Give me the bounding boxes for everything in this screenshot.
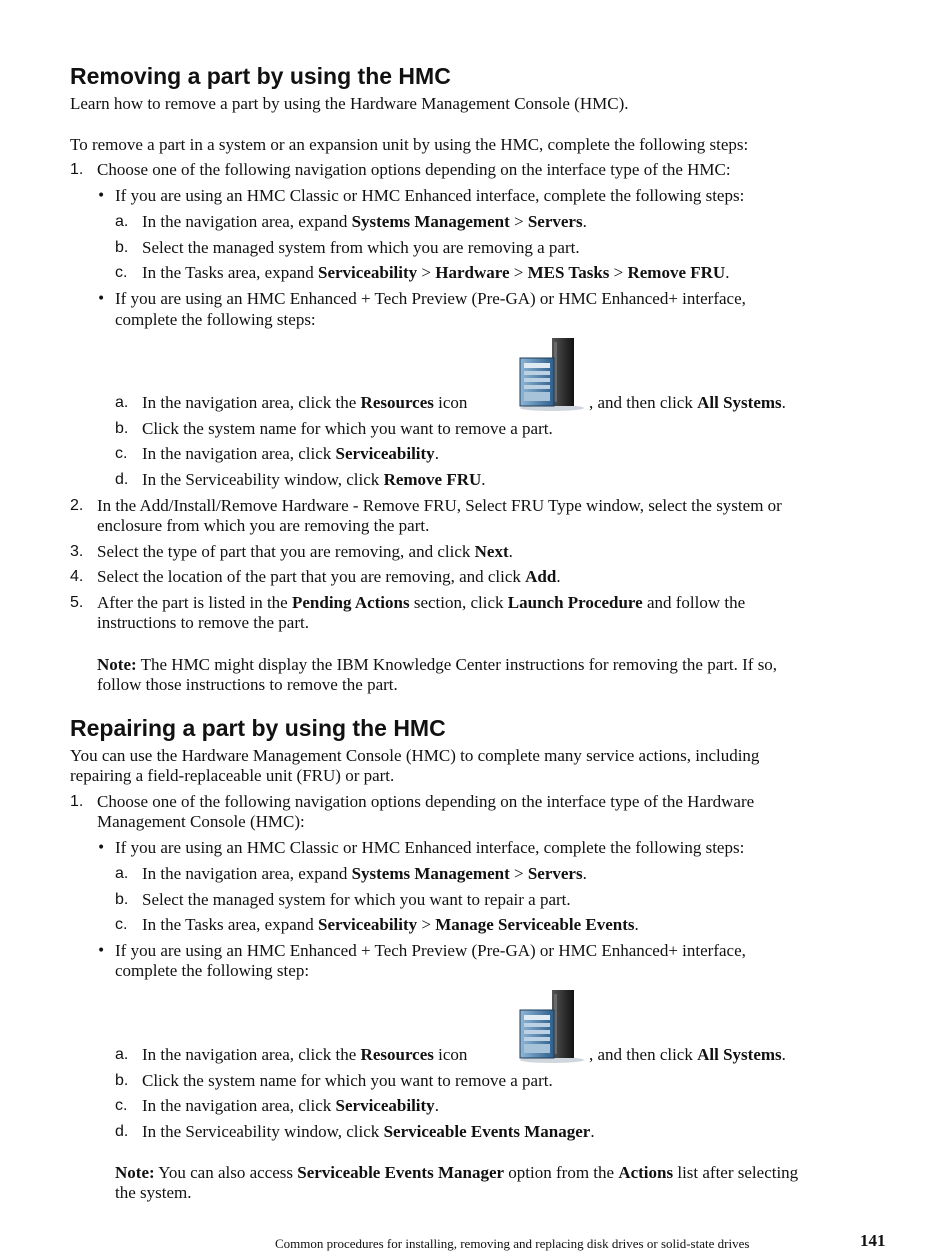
bullet-text: If you are using an HMC Enhanced + Tech Preview (Pre-GA) or HMC Enhanced+ interface, [115, 289, 746, 308]
step-number: 4. [70, 568, 84, 585]
substep-label: a. [115, 1046, 129, 1063]
step-text: Management Console (HMC): [97, 812, 305, 831]
section-lead: To remove a part in a system or an expansion unit by using the HMC, complete the following steps: [70, 135, 749, 154]
substep-text: In the navigation area, expand Systems Management > Servers. [142, 212, 587, 231]
note: Note: You can also access Serviceable Events Manager option from the Actions list after selecting [115, 1163, 799, 1182]
section-intro: repairing a field-replaceable unit (FRU) or part. [70, 766, 395, 785]
step-text: enclosure from which you are removing the part. [97, 516, 430, 535]
substep-text: Select the managed system for which you want to repair a part. [142, 890, 571, 909]
substep-text: Select the managed system from which you are removing a part. [142, 238, 580, 257]
substep-label: c. [115, 916, 128, 933]
substep-label: c. [115, 1097, 128, 1114]
step-text: Choose one of the following navigation options depending on the interface type of the Hardware [97, 792, 755, 811]
section-intro: Learn how to remove a part by using the Hardware Management Console (HMC). [70, 94, 629, 113]
substep-label: a. [115, 865, 129, 882]
step-text: Select the location of the part that you are removing, and click Add. [97, 567, 561, 586]
substep-label: c. [115, 445, 128, 462]
substep-text: Click the system name for which you want to remove a part. [142, 1071, 553, 1090]
step-text: instructions to remove the part. [97, 613, 309, 632]
section-title-repairing: Repairing a part by using the HMC [70, 715, 446, 741]
bullet-text: If you are using an HMC Classic or HMC Enhanced interface, complete the following steps: [115, 838, 745, 857]
substep-text: In the navigation area, expand Systems Management > Servers. [142, 864, 587, 883]
substep-text: Click the system name for which you want to remove a part. [142, 419, 553, 438]
substep-text: In the navigation area, click the Resources icon [142, 393, 468, 412]
substep-label: c. [115, 264, 128, 281]
note: Note: The HMC might display the IBM Knowledge Center instructions for removing the part. If so, [97, 655, 778, 674]
substep-label: d. [115, 471, 129, 488]
substep-text: In the navigation area, click Serviceability. [142, 1096, 439, 1115]
step-number: 3. [70, 543, 84, 560]
section-title-removing: Removing a part by using the HMC [70, 63, 451, 89]
substep-label: d. [115, 1123, 129, 1140]
substep-label: b. [115, 239, 129, 256]
bullet-text: If you are using an HMC Classic or HMC Enhanced interface, complete the following steps: [115, 186, 745, 205]
bullet: • [97, 840, 106, 856]
substep-text-continued: , and then click All Systems. [589, 393, 786, 412]
page-footer: Common procedures for installing, removing and replacing disk drives or solid-state drives [275, 1236, 750, 1251]
step-text: In the Add/Install/Remove Hardware - Remove FRU, Select FRU Type window, select the system or [97, 496, 782, 515]
step-number: 1. [70, 161, 84, 178]
bullet: • [97, 188, 106, 204]
substep-text-continued: , and then click All Systems. [589, 1045, 786, 1064]
bullet-text: complete the following step: [115, 961, 310, 980]
server-tower-icon [516, 988, 584, 1064]
step-number: 2. [70, 497, 84, 514]
step-text: Select the type of part that you are removing, and click Next. [97, 542, 513, 561]
note-text: follow those instructions to remove the part. [97, 675, 398, 694]
substep-label: b. [115, 891, 129, 908]
substep-text: In the Serviceability window, click Remove FRU. [142, 470, 486, 489]
note-text: the system. [115, 1183, 192, 1202]
step-number: 1. [70, 793, 84, 810]
page-number: 141 [860, 1231, 886, 1250]
substep-text: In the Serviceability window, click Serviceable Events Manager. [142, 1122, 595, 1141]
substep-text: In the navigation area, click Serviceability. [142, 444, 439, 463]
step-text: Choose one of the following navigation options depending on the interface type of the HMC: [97, 160, 731, 179]
bullet: • [97, 943, 106, 959]
substep-text: In the Tasks area, expand Serviceability > Hardware > MES Tasks > Remove FRU. [142, 263, 730, 282]
substep-text: In the Tasks area, expand Serviceability > Manage Serviceable Events. [142, 915, 639, 934]
bullet: • [97, 291, 106, 307]
substep-label: a. [115, 213, 129, 230]
bullet-text: If you are using an HMC Enhanced + Tech Preview (Pre-GA) or HMC Enhanced+ interface, [115, 941, 746, 960]
substep-label: b. [115, 420, 129, 437]
server-tower-icon [516, 336, 584, 412]
substep-label: b. [115, 1072, 129, 1089]
section-intro: You can use the Hardware Management Console (HMC) to complete many service actions, including [70, 746, 760, 765]
substep-text: In the navigation area, click the Resources icon [142, 1045, 468, 1064]
substep-label: a. [115, 394, 129, 411]
step-number: 5. [70, 594, 84, 611]
step-text: After the part is listed in the Pending Actions section, click Launch Procedure and follow the [97, 593, 746, 612]
bullet-text: complete the following steps: [115, 310, 316, 329]
